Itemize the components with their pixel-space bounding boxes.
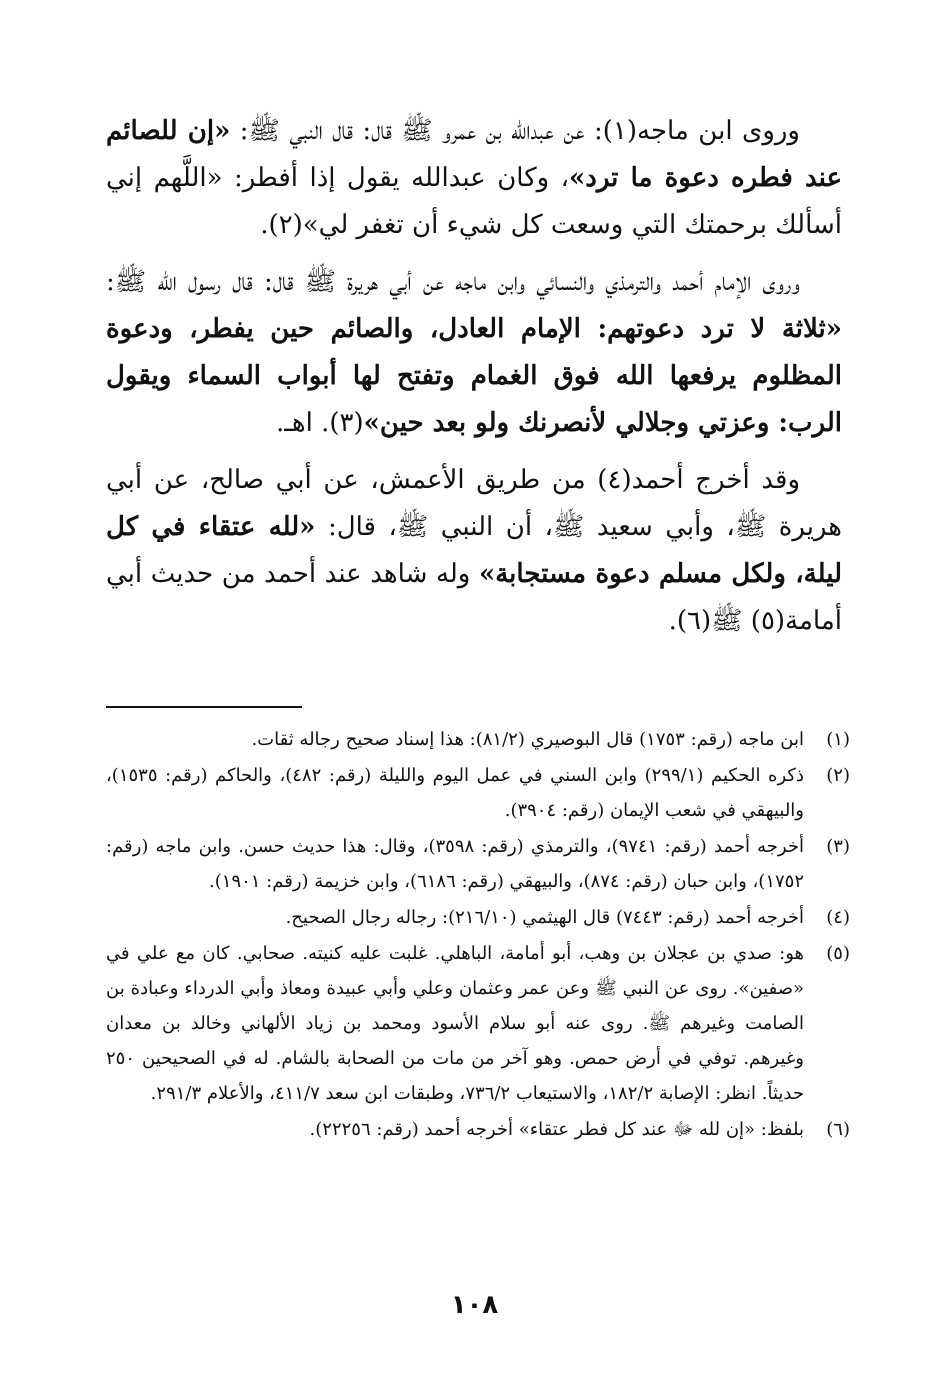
footnote-text: هو: صدي بن عجلان بن وهب، أبو أمامة، الباهلي. غلبت عليه كنيته. صحابي. كان مع علي في «صفين». روى عن النبي ﷺ وعن عمر وعثمان وعلي وأبي عبيدة ومعاذ وأبي الدرداء وعبادة بن الصامت وغيرهم ﷺ. روى عنه أبو سلام الأسود ومحمد بن زياد الألهاني وخالد بن معدان وغيرهم. توفي في أرض حمص. وهو آخر من مات من الصحابة بالشام. له في الصحيحين ٢٥٠ حديثاً. انظر: الإصابة ١٨٢/٢، والاستيعاب ٧٣٦/٢، وطبقات ابن سعد ٤١١/٧، والأعلام ٢٩١/٣.: [106, 943, 804, 1104]
footnote-number: (١): [826, 729, 850, 750]
footnote-number: (٦): [826, 1119, 850, 1140]
footnote-1: [106, 722, 850, 757]
main-text: [106, 108, 842, 655]
footnote-number: (٣): [826, 836, 850, 857]
footnote-text: ذكره الحكيم (٢٩٩/١) وابن السني في عمل اليوم والليلة (رقم: ٤٨٢)، والحاكم (رقم: ١٥٣٥)، والبيهقي في شعب الإيمان (رقم: ٣٩٠٤).: [106, 765, 804, 821]
footnote-6: [106, 1112, 850, 1147]
footnote-text: ابن ماجه (رقم: ١٧٥٣) قال البوصيري (٨١/٢): هذا إسناد صحيح رجاله ثقات.: [251, 729, 804, 750]
footnote-number: (٤): [826, 907, 850, 928]
text-segment: وله شاهد عند أحمد من حديث أبي أمامة(٥) ﷺ(٦).: [106, 559, 842, 636]
hadith-quote: «ثلاثة لا ترد دعوتهم: الإمام العادل، والصائم حين يفطر، ودعوة المظلوم يرفعها الله فوق الغمام وتفتح لها أبواب السماء ويقول الرب: وعزتي وجلالي لأنصرنك ولو بعد حين»: [106, 314, 842, 438]
text-segment: وقد أخرج أحمد(٤) من طريق الأعمش، عن أبي صالح، عن أبي هريرة ﷺ، وأبي سعيد ﷺ، أن النبي ﷺ، قال:: [106, 465, 842, 542]
footnote-number: (٢): [826, 765, 850, 786]
footnote-4: [106, 900, 850, 935]
paragraph-3: [106, 457, 842, 645]
page-number: ١٠٨: [450, 1290, 499, 1320]
footnote-separator: [106, 706, 302, 708]
paragraph-1: [106, 108, 842, 249]
footnote-text: أخرجه أحمد (رقم: ٩٧٤١)، والترمذي (رقم: ٣٥٩٨)، وقال: هذا حديث حسن. وابن ماجه (رقم: ١٧٥٢)، وابن حبان (رقم: ٨٧٤)، والبيهقي (رقم: ٦١٨٦)، وابن خزيمة (رقم: ١٩٠١).: [106, 836, 804, 892]
paragraph-2: [106, 259, 842, 447]
footnote-2: [106, 758, 850, 828]
footnote-text: أخرجه أحمد (رقم: ٧٤٤٣) قال الهيثمي (٢١٦/١٠): رجاله رجال الصحيح.: [285, 907, 804, 928]
text-segment: (٣). اهـ.: [276, 408, 364, 438]
text-segment: وروى ابن ماجه(١): عن عبدالله بن عمرو ﷺ قال: قال النبي ﷺ:: [230, 116, 800, 146]
hadith-quote: «لله عتقاء في كل ليلة، ولكل مسلم دعوة مستجابة»: [106, 512, 843, 589]
footnote-5: [106, 936, 850, 1111]
text-segment: وروى الإمام أحمد والترمذي والنسائي وابن ماجه عن أبي هريرة ﷺ قال: قال رسول الله ﷺ:: [106, 267, 800, 297]
footnote-text: بلفظ: «إن لله ﷻ عند كل فطر عتقاء» أخرجه أحمد (رقم: ٢٢٢٥٦).: [309, 1119, 804, 1140]
footnotes: [106, 722, 850, 1148]
footnote-3: [106, 829, 850, 899]
footnote-number: (٥): [826, 943, 850, 964]
hadith-quote: «إن للصائم عند فطره دعوة ما ترد»: [106, 116, 843, 193]
text-segment: ، وكان عبدالله يقول إذا أفطر: «اللَّهم إني أسألك برحمتك التي وسعت كل شيء أن تغفر لي»(٢).: [106, 163, 842, 240]
